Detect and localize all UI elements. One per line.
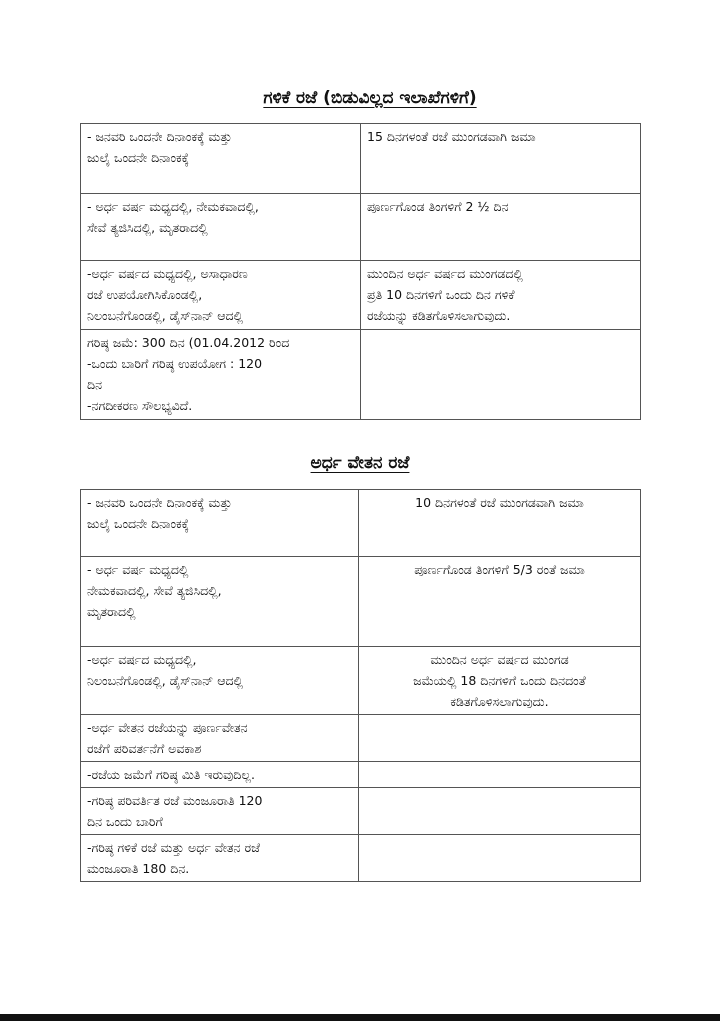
cell-text: ಪ್ರತಿ 10 ದಿನಗಳಿಗೆ ಒಂದು ದಿನ ಗಳಿಕೆ — [367, 287, 515, 302]
cell-text: 15 ದಿನಗಳಂತೆ ರಜೆ ಮುಂಗಡವಾಗಿ ಜಮಾ — [367, 129, 536, 144]
cell-text: ಸೇವೆ ತ್ಯಜಿಸಿದಲ್ಲಿ, ಮೃತರಾದಲ್ಲಿ — [87, 220, 208, 235]
half-pay-leave-table — [80, 489, 641, 882]
table-cell — [81, 788, 359, 835]
cell-text: -ಅರ್ಧ ವರ್ಷದ ಮಧ್ಯದಲ್ಲಿ, — [87, 652, 197, 667]
cell-text: ಜುಲೈ ಒಂದನೇ ದಿನಾಂಕಕ್ಕೆ — [87, 516, 189, 531]
cell-text: - ಅರ್ಧ ವರ್ಷ ಮಧ್ಯದಲ್ಲಿ — [87, 562, 189, 577]
table-row — [81, 647, 641, 715]
cell-text: ಮುಂದಿನ ಅರ್ಧ ವರ್ಷದ ಮುಂಗಡ — [430, 652, 569, 667]
table-row — [81, 835, 641, 882]
cell-text: - ಅರ್ಧ ವರ್ಷ ಮಧ್ಯದಲ್ಲಿ, ನೇಮಕವಾದಲ್ಲಿ, — [87, 199, 259, 214]
earned-leave-table — [80, 123, 641, 420]
cell-text: -ಅರ್ಧ ವೇತನ ರಜೆಯನ್ನು ಪೂರ್ಣವೇತನ — [87, 720, 248, 735]
table-cell-empty — [359, 788, 641, 835]
cell-text: ರಜೆಗೆ ಪರಿವರ್ತನೆಗೆ ಅವಕಾಶ — [87, 741, 202, 756]
table-cell — [361, 261, 641, 330]
table-row — [81, 194, 641, 261]
cell-text: - ಜನವರಿ ಒಂದನೇ ದಿನಾಂಕಕ್ಕೆ ಮತ್ತು — [87, 129, 232, 144]
cell-text: ಗರಿಷ್ಠ ಜಮೆ: 300 ದಿನ (01.04.2012 ರಿಂದ — [87, 335, 290, 350]
table-row — [81, 261, 641, 330]
cell-text: ಕಡಿತಗೊಳಿಸಲಾಗುವುದು. — [450, 694, 549, 709]
cell-text: 10 ದಿನಗಳಂತೆ ರಜೆ ಮುಂಗಡವಾಗಿ ಜಮಾ — [415, 495, 584, 510]
cell-text: ನೇಮಕವಾದಲ್ಲಿ, ಸೇವೆ ತ್ಯಜಿಸಿದಲ್ಲಿ, — [87, 583, 222, 598]
table-row — [81, 788, 641, 835]
cell-text: ನಿಲಂಬನೆಗೊಂಡಲ್ಲಿ, ಡೈಸ್‌ನಾನ್ ಆದಲ್ಲಿ — [87, 308, 243, 323]
table-row — [81, 762, 641, 788]
cell-text: ದಿನ — [87, 377, 103, 392]
table-cell — [81, 557, 359, 647]
table-cell — [361, 194, 641, 261]
cell-text: ರಜೆ ಉಪಯೋಗಿಸಿಕೊಂಡಲ್ಲಿ, — [87, 287, 203, 302]
cell-text: ಜಮೆಯಲ್ಲಿ 18 ದಿನಗಳಿಗೆ ಒಂದು ದಿನದಂತೆ — [413, 673, 586, 688]
cell-text: -ನಗದೀಕರಣ ಸೌಲಭ್ಯವಿದೆ. — [87, 398, 193, 413]
table-cell — [81, 261, 361, 330]
table-cell — [81, 835, 359, 882]
table-cell — [361, 124, 641, 194]
table-cell — [81, 194, 361, 261]
table-cell-empty — [359, 835, 641, 882]
table-cell — [81, 647, 359, 715]
cell-text: ಪೂರ್ಣಗೊಂಡ ತಿಂಗಳಿಗೆ 5/3 ರಂತೆ ಜಮಾ — [414, 562, 585, 577]
page-bottom-border — [0, 1014, 720, 1021]
table-cell-empty — [359, 715, 641, 762]
cell-text: ಪೂರ್ಣಗೊಂಡ ತಿಂಗಳಿಗೆ 2 ½ ದಿನ — [367, 199, 509, 214]
table-cell — [81, 330, 361, 420]
table-cell — [359, 647, 641, 715]
section-title-earned-leave: ಗಳಿಕೆ ರಜೆ (ಬಿಡುವಿಲ್ಲದ ಇಲಾಖೆಗಳಿಗೆ) — [263, 88, 477, 108]
table-row — [81, 557, 641, 647]
table-row — [81, 715, 641, 762]
table-cell — [359, 490, 641, 557]
cell-text: -ಒಂದು ಬಾರಿಗೆ ಗರಿಷ್ಠ ಉಪಯೋಗ : 120 — [87, 356, 263, 371]
cell-text: ಜುಲೈ ಒಂದನೇ ದಿನಾಂಕಕ್ಕೆ — [87, 150, 189, 165]
cell-text: ಮುಂದಿನ ಅರ್ಧ ವರ್ಷದ ಮುಂಗಡದಲ್ಲಿ — [367, 266, 523, 281]
table-row — [81, 124, 641, 194]
cell-text: -ರಜೆಯ ಜಮೆಗೆ ಗರಿಷ್ಠ ಮಿತಿ ಇರುವುದಿಲ್ಲ. — [87, 767, 255, 782]
table-row — [81, 490, 641, 557]
cell-text: ಮೃತರಾದಲ್ಲಿ — [87, 604, 136, 619]
table-row — [81, 330, 641, 420]
cell-text: ಮಂಜೂರಾತಿ 180 ದಿನ. — [87, 861, 190, 876]
cell-text: -ಗರಿಷ್ಠ ಗಳಿಕೆ ರಜೆ ಮತ್ತು ಅರ್ಧ ವೇತನ ರಜೆ — [87, 840, 260, 855]
table-cell-empty — [359, 762, 641, 788]
cell-text: - ಜನವರಿ ಒಂದನೇ ದಿನಾಂಕಕ್ಕೆ ಮತ್ತು — [87, 495, 232, 510]
table-cell — [81, 490, 359, 557]
table-cell — [81, 124, 361, 194]
table-cell — [81, 715, 359, 762]
cell-text: ನಿಲಂಬನೆಗೊಂಡಲ್ಲಿ, ಡೈಸ್‌ನಾನ್ ಆದಲ್ಲಿ — [87, 673, 243, 688]
section-title-half-pay-leave: ಅರ್ಧ ವೇತನ ರಜೆ — [310, 453, 410, 473]
cell-text: -ಅರ್ಧ ವರ್ಷದ ಮಧ್ಯದಲ್ಲಿ, ಅಸಾಧಾರಣ — [87, 266, 248, 281]
cell-text: ರಜೆಯನ್ನು ಕಡಿತಗೊಳಿಸಲಾಗುವುದು. — [367, 308, 511, 323]
cell-text: ದಿನ ಒಂದು ಬಾರಿಗೆ — [87, 814, 163, 829]
cell-text: -ಗರಿಷ್ಠ ಪರಿವರ್ತಿತ ರಜೆ ಮಂಜೂರಾತಿ 120 — [87, 793, 263, 808]
table-cell — [81, 762, 359, 788]
table-cell-empty — [361, 330, 641, 420]
table-cell — [359, 557, 641, 647]
